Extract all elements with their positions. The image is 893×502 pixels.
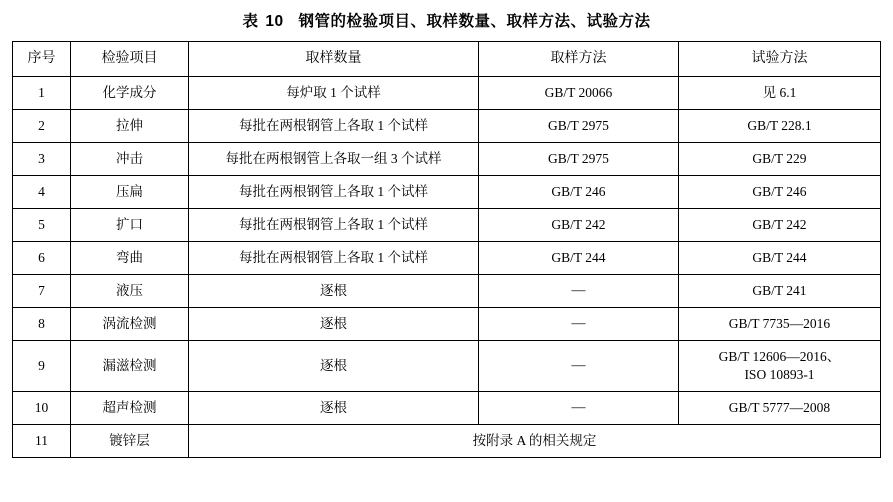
cell-test-method-line1: GB/T 12606—2016、 (718, 348, 841, 364)
table-row (13, 392, 881, 425)
cell-quantity: 每批在两根钢管上各取一组 3 个试样 (189, 143, 479, 176)
cell-sampling-method: GB/T 246 (479, 176, 679, 209)
cell-quantity: 逐根 (189, 275, 479, 308)
cell-sampling-method: GB/T 242 (479, 209, 679, 242)
caption-number: 10 (265, 13, 284, 30)
caption-text: 钢管的检验项目、取样数量、取样方法、试验方法 (298, 13, 651, 30)
cell-item: 压扁 (71, 176, 189, 209)
cell-no: 1 (13, 77, 71, 110)
cell-no: 9 (13, 341, 71, 392)
cell-item: 扩口 (71, 209, 189, 242)
cell-no: 8 (13, 308, 71, 341)
cell-test-method: GB/T 5777—2008 (679, 392, 881, 425)
table-row (13, 209, 881, 242)
cell-quantity: 每批在两根钢管上各取 1 个试样 (189, 176, 479, 209)
cell-no: 10 (13, 392, 71, 425)
cell-test-method: GB/T 229 (679, 143, 881, 176)
cell-item: 液压 (71, 275, 189, 308)
cell-sampling-method: — (479, 341, 679, 392)
column-header-no: 序号 (13, 42, 71, 77)
cell-sampling-method: — (479, 392, 679, 425)
cell-quantity: 逐根 (189, 308, 479, 341)
cell-quantity: 每批在两根钢管上各取 1 个试样 (189, 110, 479, 143)
table-row (13, 143, 881, 176)
cell-no: 7 (13, 275, 71, 308)
cell-item: 拉伸 (71, 110, 189, 143)
cell-quantity: 每炉取 1 个试样 (189, 77, 479, 110)
cell-test-method: GB/T 228.1 (679, 110, 881, 143)
cell-no: 11 (13, 425, 71, 458)
cell-item: 涡流检测 (71, 308, 189, 341)
table-row (13, 110, 881, 143)
column-header-quantity: 取样数量 (189, 42, 479, 77)
table-container (0, 41, 893, 458)
cell-test-method (679, 341, 881, 392)
cell-item: 化学成分 (71, 77, 189, 110)
cell-test-method: GB/T 246 (679, 176, 881, 209)
cell-item: 镀锌层 (71, 425, 189, 458)
cell-sampling-method: GB/T 2975 (479, 143, 679, 176)
table-row (13, 425, 881, 458)
cell-sampling-method: GB/T 244 (479, 242, 679, 275)
cell-test-method: 见 6.1 (679, 77, 881, 110)
cell-item: 弯曲 (71, 242, 189, 275)
cell-sampling-method: — (479, 308, 679, 341)
cell-sampling-method: — (479, 275, 679, 308)
cell-quantity: 逐根 (189, 341, 479, 392)
cell-test-method-line2: ISO 10893-1 (744, 367, 815, 382)
table-row (13, 308, 881, 341)
cell-item: 冲击 (71, 143, 189, 176)
cell-test-method: GB/T 241 (679, 275, 881, 308)
cell-test-method: GB/T 242 (679, 209, 881, 242)
table-row (13, 242, 881, 275)
cell-no: 3 (13, 143, 71, 176)
caption-prefix: 表 (242, 13, 259, 30)
cell-quantity: 逐根 (189, 392, 479, 425)
cell-no: 5 (13, 209, 71, 242)
cell-item: 漏滋检测 (71, 341, 189, 392)
cell-quantity: 每批在两根钢管上各取 1 个试样 (189, 242, 479, 275)
table-row (13, 77, 881, 110)
cell-no: 2 (13, 110, 71, 143)
cell-sampling-method: GB/T 2975 (479, 110, 679, 143)
cell-item: 超声检测 (71, 392, 189, 425)
table-caption (0, 0, 893, 41)
table-row (13, 176, 881, 209)
table-row (13, 275, 881, 308)
column-header-test-method: 试验方法 (679, 42, 881, 77)
table-row (13, 341, 881, 392)
table-header-row (13, 42, 881, 77)
column-header-item: 检验项目 (71, 42, 189, 77)
cell-test-method: GB/T 7735—2016 (679, 308, 881, 341)
inspection-table (12, 41, 881, 458)
cell-sampling-method: GB/T 20066 (479, 77, 679, 110)
cell-quantity: 每批在两根钢管上各取 1 个试样 (189, 209, 479, 242)
column-header-sampling-method: 取样方法 (479, 42, 679, 77)
cell-no: 6 (13, 242, 71, 275)
cell-no: 4 (13, 176, 71, 209)
cell-test-method: GB/T 244 (679, 242, 881, 275)
cell-merged-note: 按附录 A 的相关规定 (189, 425, 881, 458)
